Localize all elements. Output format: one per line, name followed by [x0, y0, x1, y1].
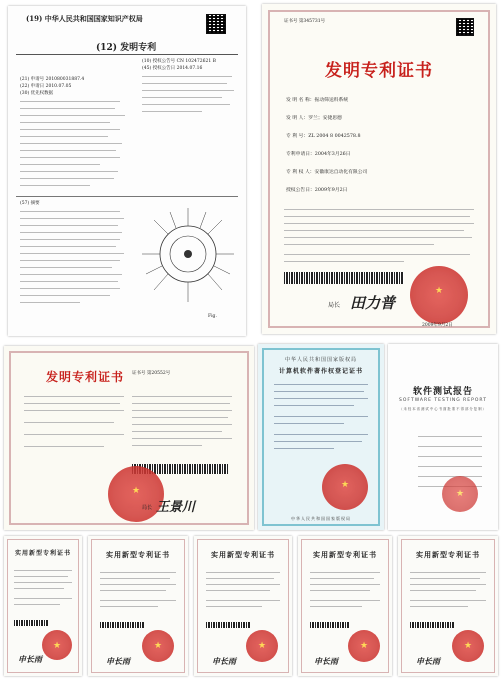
barcode [410, 622, 454, 628]
office-header: (19) 中华人民共和国国家知识产权局 [26, 14, 143, 23]
official-seal [246, 630, 278, 662]
patent-publication-page [8, 6, 246, 336]
barcode [100, 622, 144, 628]
barcode [14, 620, 48, 626]
director-signature: 申长雨 [106, 656, 130, 666]
director-signature: 申长雨 [212, 656, 236, 666]
official-seal [322, 464, 368, 510]
official-seal [142, 630, 174, 662]
official-seal [348, 630, 380, 662]
publication-date: (45) 授权公告日 2014.07.16 [142, 66, 203, 71]
priority-data: (30) 优先权数据 [20, 91, 54, 96]
certificate-title: 实用新型专利证书 [106, 550, 170, 559]
testing-seal [442, 476, 478, 512]
qr-code [456, 18, 474, 36]
utility-certificates-row [0, 536, 502, 679]
certificate-date: 2009年9月2日 [422, 323, 453, 328]
report-note: （未经本省测试中心书面批准不得部分复制） [399, 407, 487, 411]
certificate-title: 实用新型专利证书 [14, 550, 71, 557]
utility-certificate-1 [4, 536, 82, 676]
certificate-number: 证书号 第20552号 [132, 371, 171, 376]
software-testing-report [388, 344, 498, 530]
director-signature: 申长雨 [314, 656, 338, 666]
director-signature: 申长雨 [18, 654, 42, 664]
application-date: 专利申请日：2004年3月26日 [286, 152, 351, 157]
invention-certificate-small [4, 346, 254, 530]
certificate-title: 实用新型专利证书 [211, 550, 275, 559]
official-seal [42, 630, 72, 660]
utility-certificate-5 [398, 536, 498, 676]
certificate-number: 证书号 第345731号 [284, 19, 326, 24]
publication-number: (10) 授权公告号 CN 102472621 B [142, 59, 216, 64]
director-signature: 申长雨 [416, 656, 440, 666]
application-number: (21) 申请号 201080031887.4 [20, 77, 85, 82]
figure-label: Fig. [208, 314, 217, 319]
barcode [310, 622, 350, 628]
patent-number: 专 利 号：ZL 2004 8 0042578.8 [286, 134, 361, 139]
issuer-header: 中华人民共和国国家版权局 [284, 357, 357, 363]
report-title: 软件测试报告 [412, 387, 473, 397]
official-seal [410, 266, 468, 324]
utility-certificate-2 [88, 536, 188, 676]
director-signature: 王景川 [156, 500, 196, 515]
barcode [206, 622, 250, 628]
qr-code [206, 14, 226, 34]
abstract-drawing [136, 202, 240, 312]
report-subtitle: SOFTWARE TESTING REPORT [399, 398, 487, 403]
certificate-title: 计算机软件著作权登记证书 [278, 368, 363, 375]
invention-name: 发 明 名 称：振动筛送料系统 [286, 98, 349, 103]
grant-date: 授权公告日：2009年9月2日 [286, 188, 348, 193]
patent-type: (12) 发明专利 [96, 43, 157, 53]
software-copyright-certificate [258, 344, 384, 530]
barcode [284, 272, 404, 284]
certificate-title: 实用新型专利证书 [416, 550, 480, 559]
director-label: 局长 [328, 302, 341, 309]
certificate-title: 发明专利证书 [46, 370, 125, 384]
official-seal [452, 630, 484, 662]
utility-certificate-3 [194, 536, 292, 676]
certificate-title: 实用新型专利证书 [313, 550, 377, 559]
application-date: (22) 申请日 2010.07.05 [20, 84, 72, 89]
director-label: 局长 [142, 505, 153, 511]
utility-certificate-4 [298, 536, 392, 676]
director-signature: 田力普 [350, 294, 396, 312]
certificate-title: 发明专利证书 [325, 61, 433, 81]
patent-owner: 专 利 权 人：安徽康达自动化有限公司 [286, 170, 368, 175]
abstract-label: (57) 摘要 [20, 201, 40, 206]
issuer-footer: 中华人民共和国国家版权局 [291, 516, 351, 521]
invention-patent-certificate [262, 4, 496, 334]
inventor: 发 明 人：罗兰；安捷思德 [286, 116, 342, 121]
